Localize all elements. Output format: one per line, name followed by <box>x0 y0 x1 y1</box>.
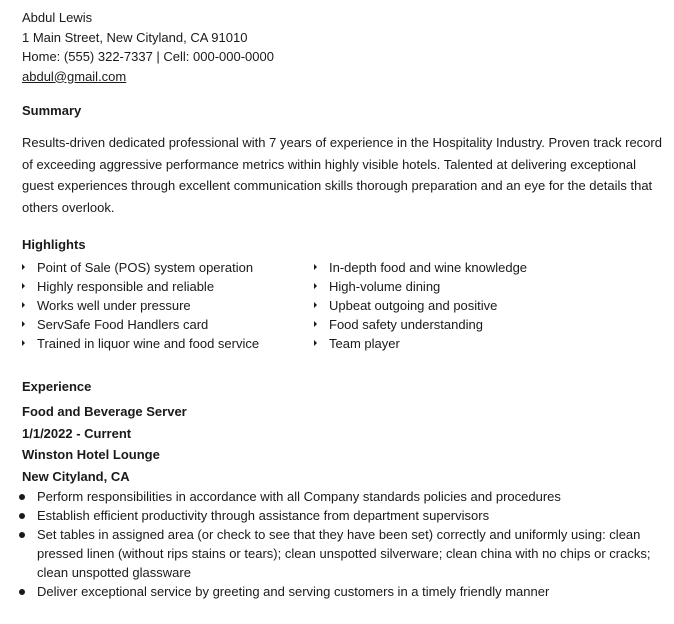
list-item: Point of Sale (POS) system operation <box>22 258 314 277</box>
list-item: Deliver exceptional service by greeting and serving customers in a timely friendly manner <box>22 582 662 601</box>
triangle-bullet-icon <box>22 302 25 308</box>
triangle-bullet-icon <box>314 264 317 270</box>
contact-name: Abdul Lewis <box>22 10 93 25</box>
job-duties-list <box>22 487 662 601</box>
highlights-heading: Highlights <box>22 237 86 252</box>
job-dates: 1/1/2022 - Current <box>22 425 132 441</box>
list-item: Team player <box>314 334 606 353</box>
job-title: Food and Beverage Server <box>22 404 187 419</box>
list-item: Trained in liquor wine and food service <box>22 334 314 353</box>
list-item: Set tables in assigned area (or check to see that they have been set) correctly and uniformly using: clean pressed linen (without rips stains or tears); clean unspotted silverware; clean china with no chips or cracks; clean unspotted glassware <box>22 525 662 582</box>
job-employer: Winston Hotel Lounge <box>22 447 160 462</box>
triangle-bullet-icon <box>22 264 25 270</box>
list-item: Food safety understanding <box>314 315 606 334</box>
contact-email-link[interactable]: abdul@gmail.com <box>22 68 127 84</box>
triangle-bullet-icon <box>314 302 317 308</box>
list-item: Highly responsible and reliable <box>22 277 314 296</box>
round-bullet-icon <box>19 513 25 519</box>
triangle-bullet-icon <box>22 321 25 327</box>
experience-heading: Experience <box>22 379 92 394</box>
job-location: New Cityland, CA <box>22 468 130 484</box>
list-item: Establish efficient productivity through assistance from department supervisors <box>22 506 662 525</box>
summary-text: Results-driven dedicated professional with 7 years of experience in the Hospitality Industry. Proven track record of exceeding aggressive performance metrics within highly visible hotels. Talented at delivering exceptional guest experiences through excellent communication skills thorough preparation and an eye for the details that others overlook. <box>22 135 662 215</box>
highlights-list <box>22 258 662 353</box>
contact-block <box>22 8 662 86</box>
resume-page <box>22 8 662 601</box>
triangle-bullet-icon <box>22 283 25 289</box>
round-bullet-icon <box>19 494 25 500</box>
contact-address: 1 Main Street, New Cityland, CA 91010 <box>22 29 248 45</box>
round-bullet-icon <box>19 532 25 538</box>
triangle-bullet-icon <box>314 321 317 327</box>
list-item: Works well under pressure <box>22 296 314 315</box>
triangle-bullet-icon <box>314 283 317 289</box>
triangle-bullet-icon <box>22 340 25 346</box>
triangle-bullet-icon <box>314 340 317 346</box>
highlights-column-right <box>314 258 606 353</box>
list-item: High-volume dining <box>314 277 606 296</box>
summary-heading: Summary <box>22 103 82 118</box>
highlights-column-left <box>22 258 314 353</box>
list-item: Perform responsibilities in accordance with all Company standards policies and procedures <box>22 487 662 506</box>
list-item: In-depth food and wine knowledge <box>314 258 606 277</box>
list-item: Upbeat outgoing and positive <box>314 296 606 315</box>
round-bullet-icon <box>19 589 25 595</box>
list-item: ServSafe Food Handlers card <box>22 315 314 334</box>
contact-phones: Home: (555) 322-7337 | Cell: 000-000-0000 <box>22 49 274 64</box>
